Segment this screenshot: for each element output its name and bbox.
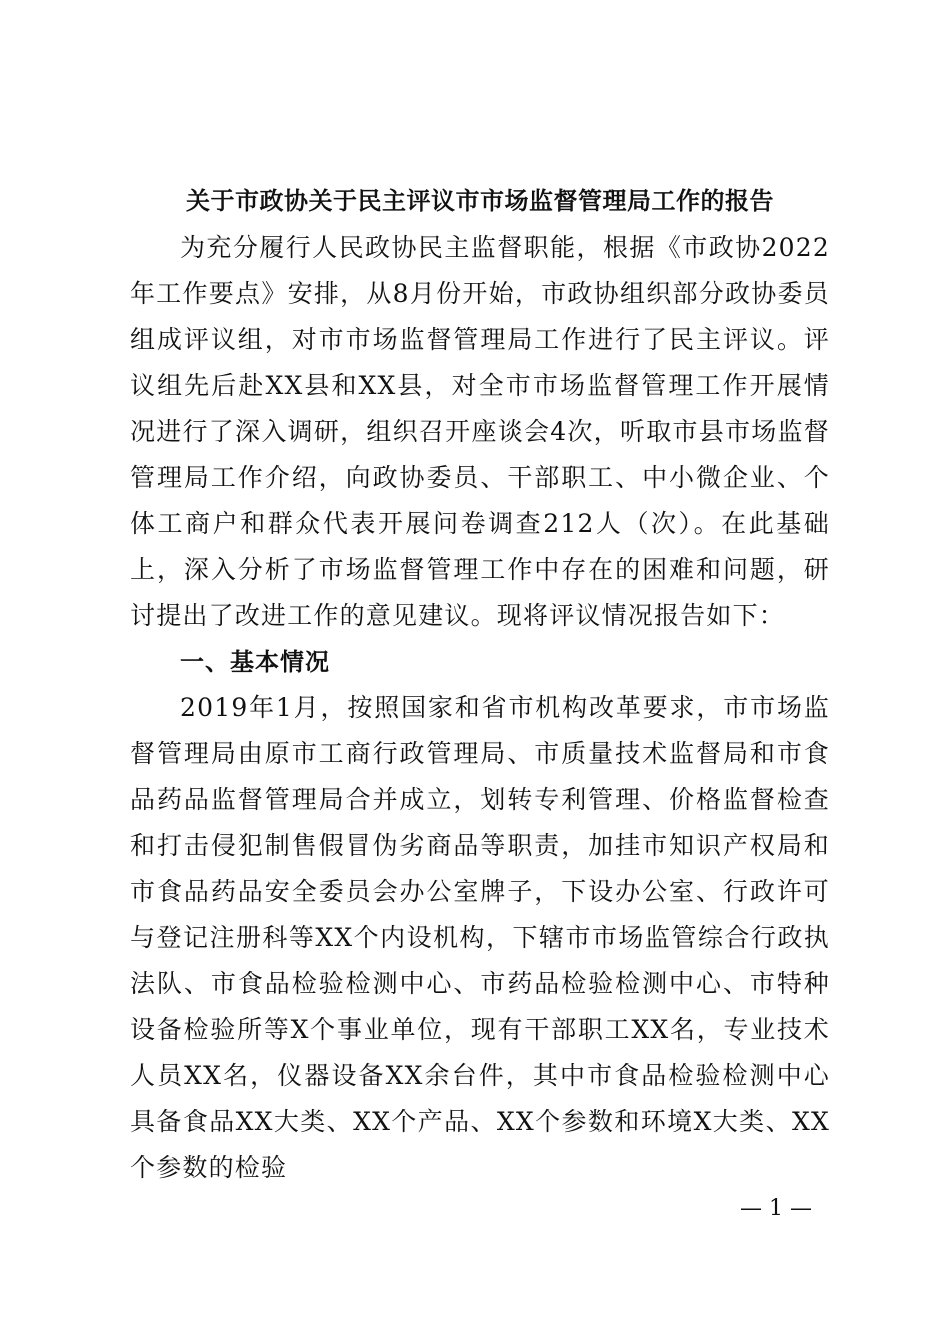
page-number: — 1 —	[740, 1196, 812, 1221]
body-paragraph-intro: 为充分履行人民政协民主监督职能，根据《市政协2022年工作要点》安排，从8月份开始，市政协组织部分政协委员组成评议组，对市市场监督管理局工作进行了民主评议。评议组先后赴XX县和XX县，对全市市场监督管理工作开展情况进行了深入调研，组织召开座谈会4次，听取市县市场监督管理局工作介绍，向政协委员、干部职工、中小微企业、个体工商户和群众代表开展问卷调查212人（次）。在此基础上，深入分析了市场监督管理工作中存在的困难和问题，研讨提出了改进工作的意见建议。现将评议情况报告如下：	[130, 233, 830, 630]
section-heading-basic-situation: 一、基本情况	[180, 648, 330, 676]
document-title: 关于市政协关于民主评议市市场监督管理局工作的报告	[186, 187, 774, 215]
body-paragraph-basic-situation: 2019年1月，按照国家和省市机构改革要求，市市场监督管理局由原市工商行政管理局、市质量技术监督局和市食品药品监督管理局合并成立，划转专利管理、价格监督检查和打击侵犯制售假冒伪劣商品等职责，加挂市知识产权局和市食品药品安全委员会办公室牌子，下设办公室、行政许可与登记注册科等XX个内设机构，下辖市市场监管综合行政执法队、市食品检验检测中心、市药品检验检测中心、市特种设备检验所等X个事业单位，现有干部职工XX名，专业技术人员XX名，仪器设备XX余台件，其中市食品检验检测中心具备食品XX大类、XX个产品、XX个参数和环境X大类、XX个参数的检验	[130, 693, 830, 1182]
